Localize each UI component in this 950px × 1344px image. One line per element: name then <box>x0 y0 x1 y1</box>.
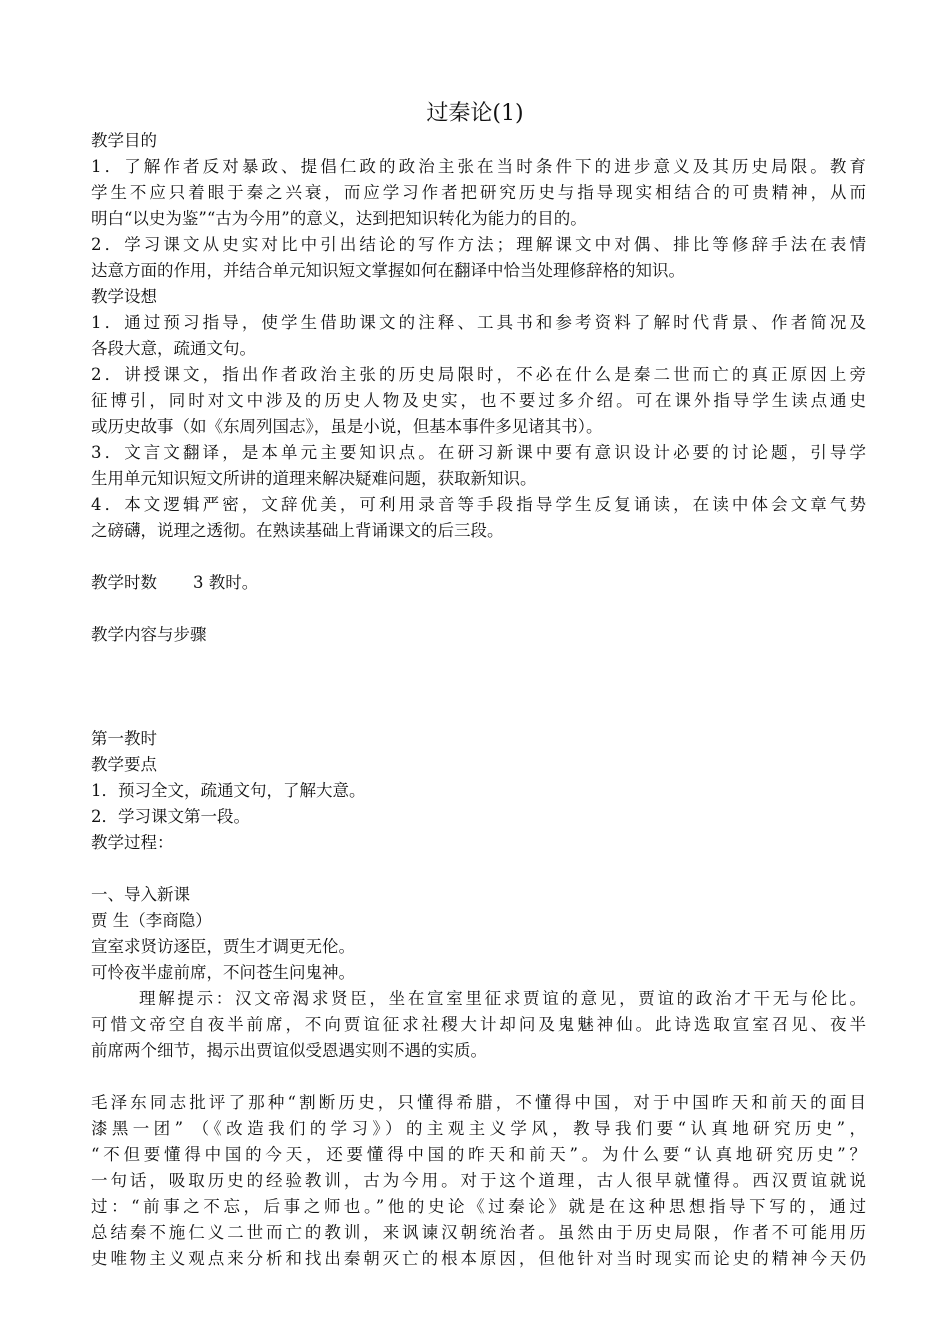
plan-4-line: 4．本文逻辑严密，文辞优美，可利用录音等手段指导学生反复诵读，在读中体会文章气势 <box>91 495 866 514</box>
hint-line: 可惜文帝空自夜半前席，不向贾谊征求社稷大计却问及鬼魅神仙。此诗选取宣室召见、夜半 <box>91 1015 866 1034</box>
goal-1-line: 1．了解作者反对暴政、提倡仁政的政治主张在当时条件下的进步意义及其历史局限。教育 <box>91 157 866 176</box>
point-item: 2．学习课文第一段。 <box>91 807 250 826</box>
page-title: 过秦论(1) <box>426 101 524 126</box>
hours-value: 3 教时。 <box>193 573 259 592</box>
spacer <box>91 700 866 726</box>
goal-2-line: 2．学习课文从史实对比中引出结论的写作方法；理解课文中对偶、排比等修辞手法在表情 <box>91 235 866 254</box>
process-heading: 教学过程： <box>91 833 174 852</box>
hint-line: 理解提示：汉文帝渴求贤臣，坐在宣室里征求贾谊的意见，贾谊的政治才干无与伦比。 <box>139 989 866 1008</box>
plan-1-line: 各段大意，疏通文句。 <box>91 339 256 358</box>
goal-2-line: 达意方面的作用，并结合单元知识短文掌握如何在翻译中恰当处理修辞格的知识。 <box>91 261 685 280</box>
poem-line: 宣室求贤访逐臣，贾生才调更无伦。 <box>91 937 355 956</box>
steps-heading: 教学内容与步骤 <box>91 625 207 644</box>
plan-4-line: 之磅礴，说理之透彻。在熟读基础上背诵课文的后三段。 <box>91 521 504 540</box>
hint-line: 前席两个细节，揭示出贾谊似受恩遇实则不遇的实质。 <box>91 1041 487 1060</box>
plan-3-line: 生用单元知识短文所讲的道理来解决疑难问题，获取新知识。 <box>91 469 537 488</box>
plan-heading: 教学设想 <box>91 287 157 306</box>
spacer <box>91 856 866 882</box>
points-heading: 教学要点 <box>91 755 157 774</box>
lesson-1-heading: 第一教时 <box>91 729 157 748</box>
mao-paragraph-line: 总结秦不施仁义二世而亡的教训，来讽谏汉朝统治者。虽然由于历史局限，作者不可能用历 <box>91 1223 866 1242</box>
spacer <box>91 674 866 700</box>
mao-paragraph-line: 毛泽东同志批评了那种“割断历史，只懂得希腊，不懂得中国，对于中国昨天和前天的面目 <box>91 1093 866 1112</box>
plan-3-line: 3．文言文翻译，是本单元主要知识点。在研习新课中要有意识设计必要的讨论题，引导学 <box>91 443 866 462</box>
plan-2-line: 或历史故事（如《东周列国志》，虽是小说，但基本事件多见诸其书）。 <box>91 417 603 436</box>
goal-heading: 教学目的 <box>91 131 157 150</box>
poem-line: 可怜夜半虚前席，不问苍生问鬼神。 <box>91 963 355 982</box>
spacer <box>91 544 866 570</box>
mao-paragraph-line: 史唯物主义观点来分析和找出秦朝灭亡的根本原因，但他针对当时现实而论史的精神今天仍 <box>91 1249 866 1268</box>
plan-2-line: 2．讲授课文，指出作者政治主张的历史局限时，不必在什么是秦二世而亡的真正原因上旁 <box>91 365 866 384</box>
poem-title: 贾 生（李商隐） <box>91 911 212 930</box>
mao-paragraph-line: 过：“前事之不忘，后事之师也。”他的史论《过秦论》就是在这种思想指导下写的，通过 <box>91 1197 866 1216</box>
mao-paragraph-line: 一句话，吸取历史的经验教训，古为今用。对于这个道理，古人很早就懂得。西汉贾谊就说 <box>91 1171 866 1190</box>
teaching-hours <box>91 570 866 596</box>
spacer <box>91 596 866 622</box>
point-item: 1．预习全文，疏通文句，了解大意。 <box>91 781 366 800</box>
intro-heading: 一、导入新课 <box>91 885 190 904</box>
goal-1-line: 明白“以史为鉴”“古为今用”的意义，达到把知识转化为能力的目的。 <box>91 209 587 228</box>
hours-label: 教学时数 <box>91 573 157 592</box>
spacer <box>91 1064 866 1090</box>
mao-paragraph-line: “不但要懂得中国的今天，还要懂得中国的昨天和前天”。为什么要“认真地研究历史”？ <box>91 1145 866 1164</box>
mao-paragraph-line: 漆黑一团” （《改造我们的学习》）的主观主义学风，教导我们要“认真地研究历史”， <box>91 1119 866 1138</box>
goal-1-line: 学生不应只着眼于秦之兴衰，而应学习作者把研究历史与指导现实相结合的可贵精神，从而 <box>91 183 866 202</box>
plan-2-line: 征博引，同时对文中涉及的历史人物及史实，也不要过多介绍。可在课外指导学生读点通史 <box>91 391 866 410</box>
document-body <box>91 128 866 1272</box>
plan-1-line: 1．通过预习指导，使学生借助课文的注释、工具书和参考资料了解时代背景、作者简况及 <box>91 313 866 332</box>
spacer <box>91 648 866 674</box>
